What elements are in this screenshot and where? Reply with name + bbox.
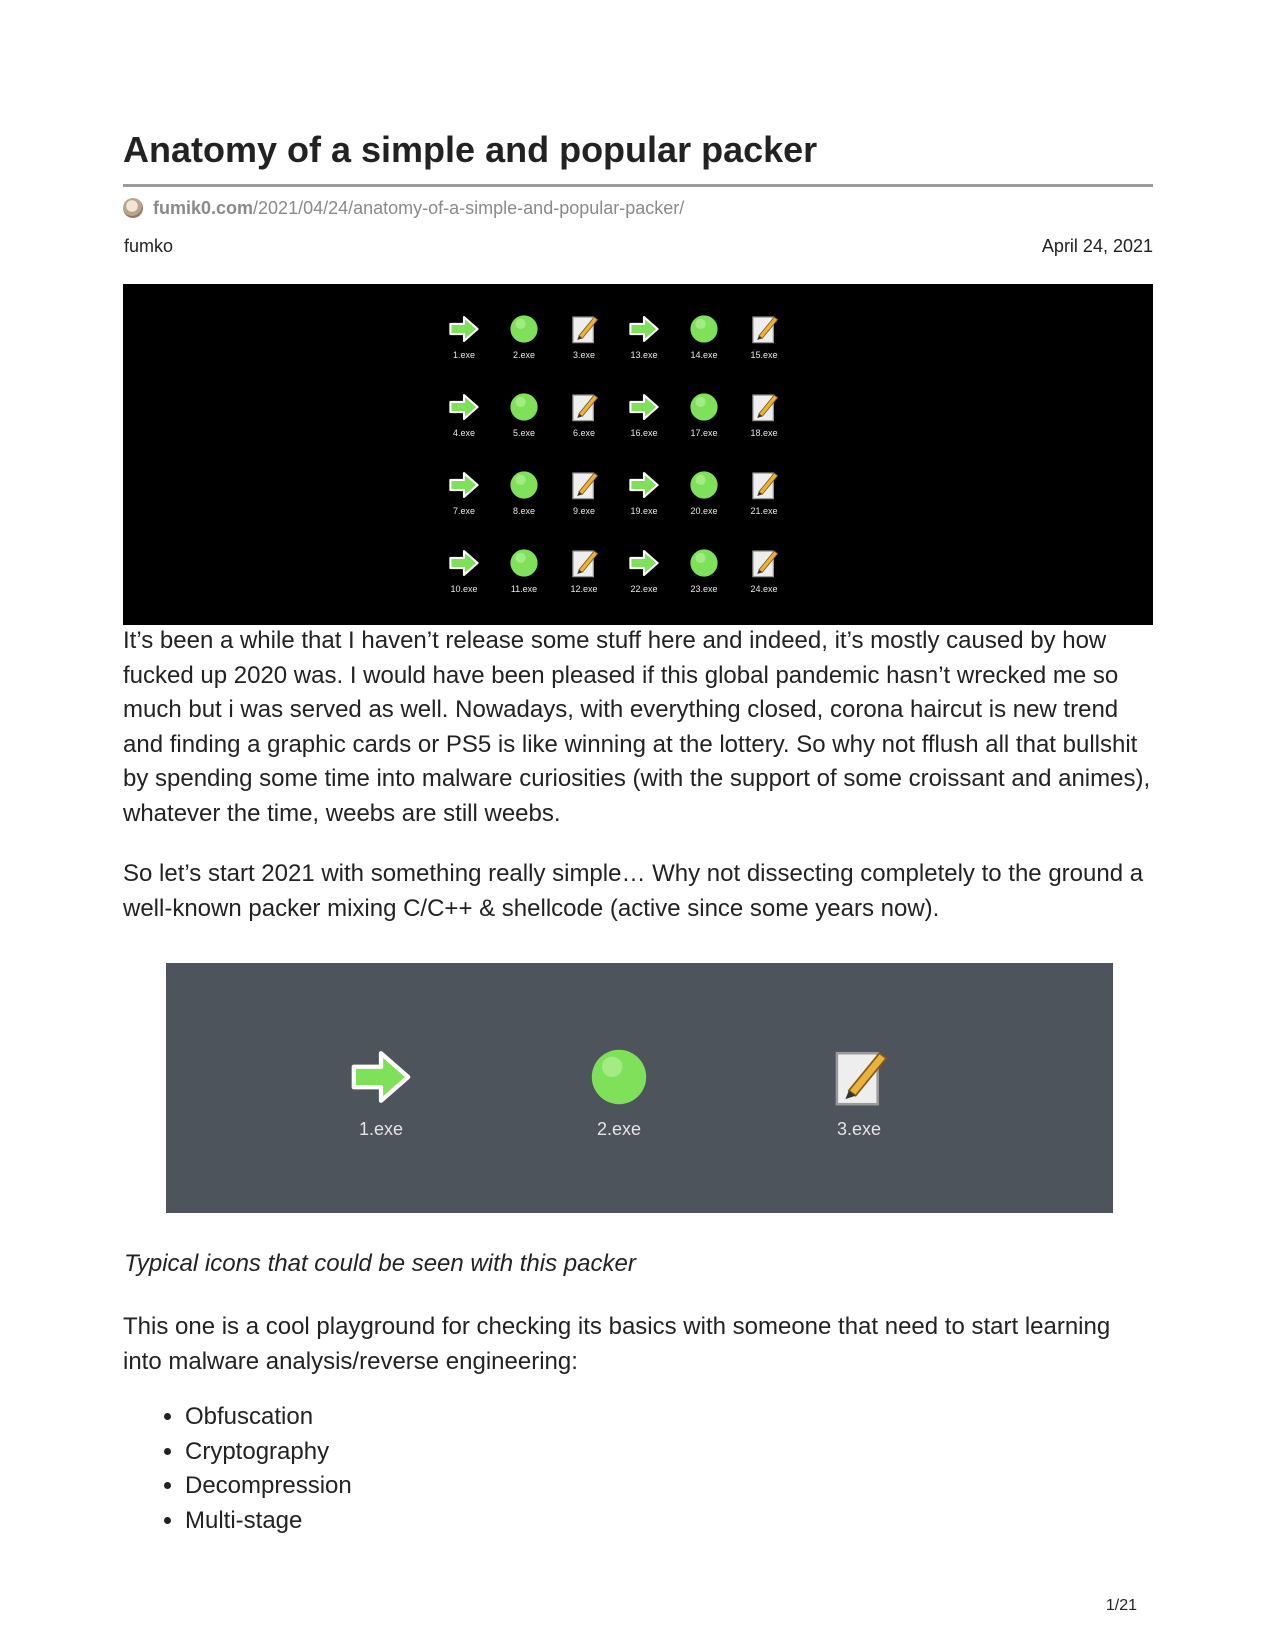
notepad-icon	[567, 312, 601, 346]
notepad-icon	[567, 546, 601, 580]
circle-icon	[507, 312, 541, 346]
file-label: 23.exe	[690, 584, 718, 594]
file-label: 10.exe	[450, 584, 478, 594]
desktop-file-item	[734, 468, 794, 546]
desktop-file-item	[674, 312, 734, 390]
file-label: 18.exe	[750, 428, 778, 438]
notepad-icon	[567, 390, 601, 424]
arrow-icon	[347, 1043, 415, 1111]
desktop-file-item	[734, 546, 794, 624]
topic-list	[123, 1400, 352, 1538]
file-item	[799, 1043, 919, 1140]
file-label: 6.exe	[572, 428, 596, 438]
desktop-file-item	[614, 546, 674, 624]
arrow-icon	[627, 390, 661, 424]
circle-icon	[687, 390, 721, 424]
site-favicon-icon	[123, 198, 143, 218]
author-name: fumko	[124, 236, 174, 256]
desktop-file-item	[434, 312, 494, 390]
file-item	[559, 1043, 679, 1140]
file-label: 2.exe	[596, 1119, 642, 1139]
notepad-icon	[747, 468, 781, 502]
url-path: /2021/04/24/anatomy-of-a-simple-and-popular-packer/	[253, 197, 685, 218]
file-label: 20.exe	[690, 506, 718, 516]
hero-icon-grid	[434, 312, 794, 624]
file-label: 12.exe	[570, 584, 598, 594]
file-label: 24.exe	[750, 584, 778, 594]
arrow-icon	[447, 546, 481, 580]
file-label: 2.exe	[512, 350, 536, 360]
file-label: 9.exe	[572, 506, 596, 516]
circle-icon	[507, 546, 541, 580]
desktop-file-item	[554, 390, 614, 468]
file-label: 22.exe	[630, 584, 658, 594]
file-label: 7.exe	[452, 506, 476, 516]
arrow-icon	[447, 312, 481, 346]
arrow-icon	[627, 546, 661, 580]
file-label: 3.exe	[572, 350, 596, 360]
file-label: 14.exe	[690, 350, 718, 360]
file-label: 11.exe	[510, 584, 538, 594]
desktop-file-item	[614, 390, 674, 468]
desktop-file-item	[674, 390, 734, 468]
file-label: 13.exe	[630, 350, 658, 360]
desktop-file-item	[674, 468, 734, 546]
circle-icon	[585, 1043, 653, 1111]
article-meta	[123, 236, 1153, 258]
file-label: 8.exe	[512, 506, 536, 516]
desktop-file-item	[674, 546, 734, 624]
file-label: 15.exe	[750, 350, 778, 360]
desktop-file-item	[434, 468, 494, 546]
desktop-file-item	[554, 546, 614, 624]
desktop-file-item	[734, 390, 794, 468]
arrow-icon	[627, 468, 661, 502]
desktop-file-item	[614, 468, 674, 546]
publish-date: April 24, 2021	[1041, 236, 1153, 256]
circle-icon	[687, 546, 721, 580]
arrow-icon	[447, 390, 481, 424]
file-label: 5.exe	[512, 428, 536, 438]
list-item: • Decompression	[185, 1469, 352, 1504]
url-domain: fumik0.com	[153, 197, 254, 218]
file-item	[321, 1043, 441, 1140]
figure-caption: Typical icons that could be seen with this packer	[124, 1250, 636, 1277]
third-paragraph: This one is a cool playground for checking its basics with someone that need to start learning into malware analysis/reverse engineering:	[123, 1313, 1111, 1375]
file-label: 21.exe	[750, 506, 778, 516]
hero-image	[123, 284, 1153, 625]
list-item: • Obfuscation	[185, 1400, 352, 1435]
desktop-file-item	[494, 312, 554, 390]
desktop-file-item	[434, 390, 494, 468]
page-title: Anatomy of a simple and popular packer	[123, 129, 818, 170]
list-item: • Multi-stage	[185, 1504, 352, 1539]
page-number: 1/21	[1105, 1597, 1137, 1614]
file-label: 19.exe	[630, 506, 658, 516]
notepad-icon	[747, 546, 781, 580]
circle-icon	[687, 468, 721, 502]
file-label: 3.exe	[836, 1119, 882, 1139]
notepad-icon	[747, 312, 781, 346]
desktop-file-item	[554, 312, 614, 390]
notepad-icon	[747, 390, 781, 424]
file-label: 1.exe	[358, 1119, 404, 1139]
file-label: 1.exe	[452, 350, 476, 360]
desktop-file-item	[614, 312, 674, 390]
file-label: 17.exe	[690, 428, 718, 438]
desktop-file-item	[434, 546, 494, 624]
circle-icon	[687, 312, 721, 346]
desktop-file-item	[554, 468, 614, 546]
file-label: 16.exe	[630, 428, 658, 438]
desktop-file-item	[734, 312, 794, 390]
circle-icon	[507, 390, 541, 424]
arrow-icon	[627, 312, 661, 346]
circle-icon	[507, 468, 541, 502]
file-label: 4.exe	[452, 428, 476, 438]
source-link[interactable]	[123, 196, 684, 220]
desktop-file-item	[494, 390, 554, 468]
notepad-icon	[825, 1043, 893, 1111]
desktop-file-item	[494, 468, 554, 546]
title-divider	[123, 184, 1153, 187]
second-paragraph: So let’s start 2021 with something really simple… Why not dissecting completely to the ground a well-known packer mixing C/C++ & shellcode (active since some years now).	[123, 860, 1144, 922]
notepad-icon	[567, 468, 601, 502]
icons-figure	[166, 963, 1113, 1213]
desktop-file-item	[494, 546, 554, 624]
intro-paragraph: It’s been a while that I haven’t release some stuff here and indeed, it’s mostly caused by how fucked up 2020 was. I would have been pleased if this global pandemic hasn’t wrecked me so much but i was served as well. Nowadays, with everything closed, corona haircut is new trend and finding a graphic cards or PS5 is like winning at the lottery. So why not fflush all that bullshit by spending some time into malware curiosities (with the support of some croissant and animes), whatever the time, weebs are still weebs.	[123, 627, 1151, 827]
list-item: • Cryptography	[185, 1435, 352, 1470]
arrow-icon	[447, 468, 481, 502]
